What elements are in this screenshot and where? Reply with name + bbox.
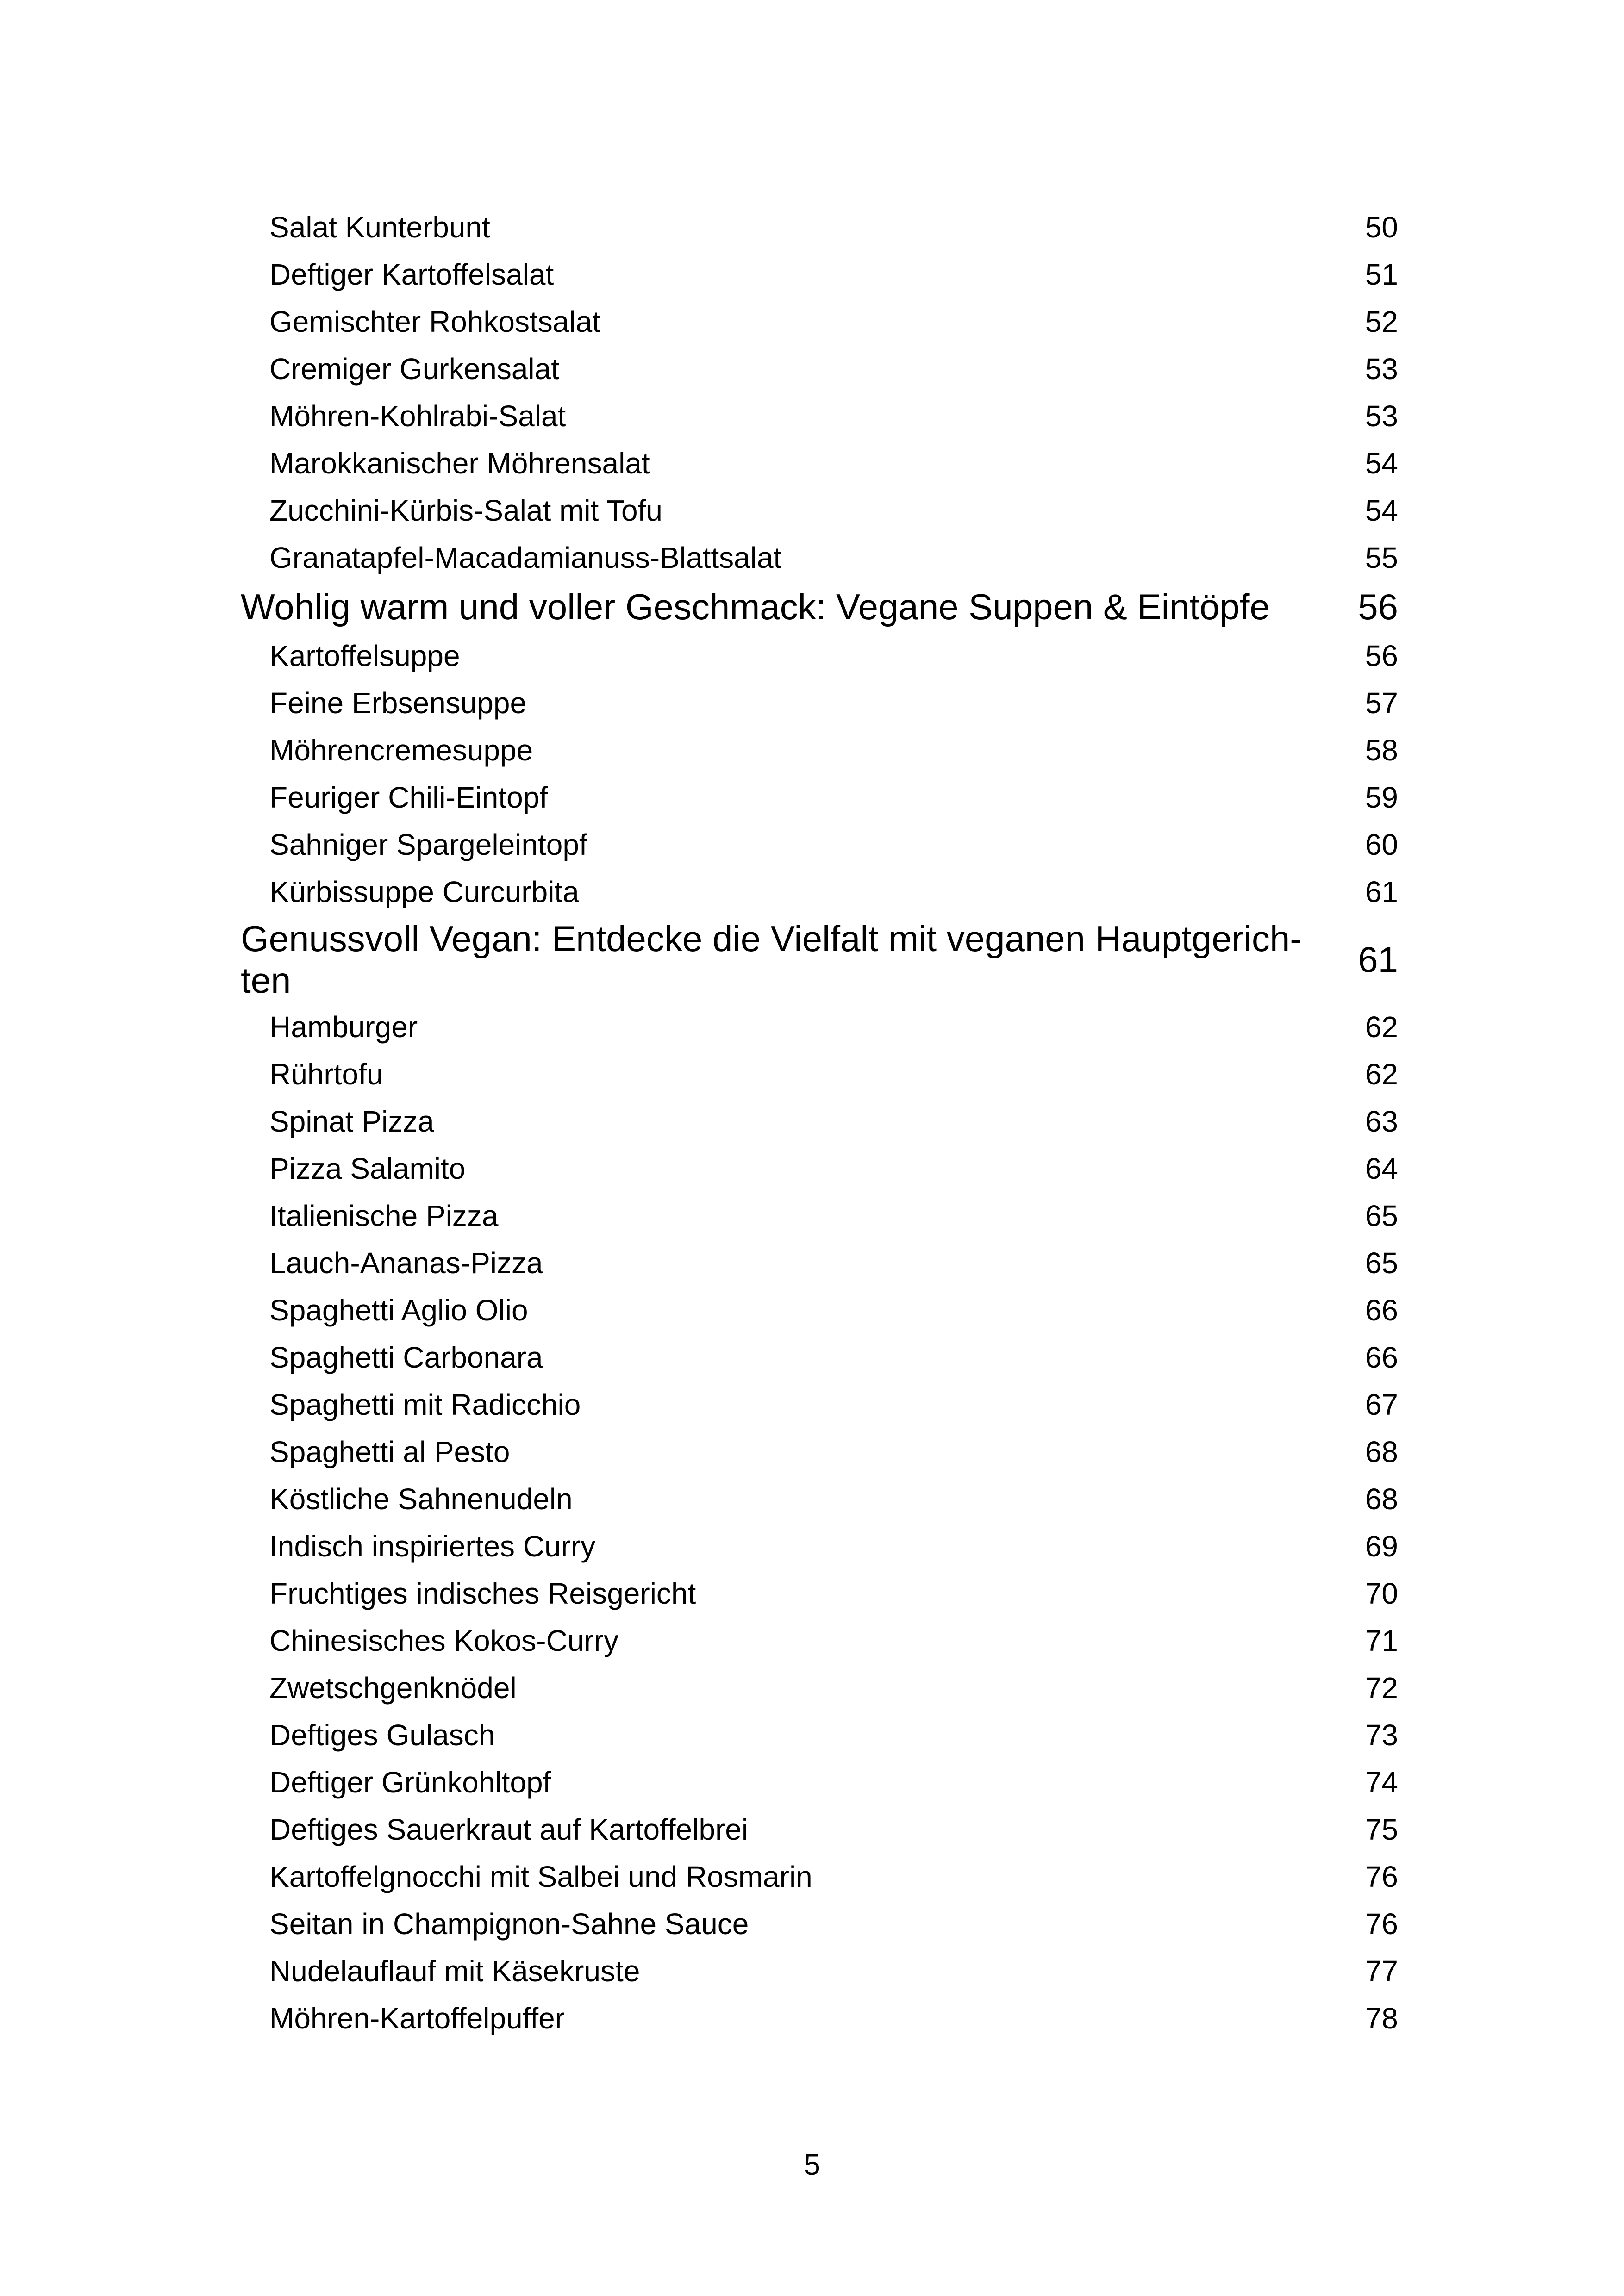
toc-entry-page: 54 [1365, 447, 1398, 480]
toc-entry-page: 61 [1358, 939, 1398, 980]
toc-entry[interactable] [241, 1617, 1398, 1664]
toc-entry-page: 78 [1365, 2002, 1398, 2035]
toc-entry[interactable] [241, 1475, 1398, 1523]
toc-entry[interactable] [241, 679, 1398, 727]
toc-entry[interactable] [241, 1853, 1398, 1900]
toc-entry-title: Spaghetti Aglio Olio [269, 1294, 528, 1327]
toc-entry-page: 76 [1365, 1860, 1398, 1893]
toc-entry-title: Italienische Pizza [269, 1199, 499, 1232]
toc-entry-page: 50 [1365, 211, 1398, 244]
toc-entry-page: 53 [1365, 399, 1398, 433]
toc-entry-title: Deftiges Sauerkraut auf Kartoffelbrei [269, 1813, 749, 1846]
toc-entry-title: Spaghetti Carbonara [269, 1341, 543, 1374]
toc-entry[interactable] [241, 1570, 1398, 1617]
toc-entry[interactable] [241, 727, 1398, 774]
toc-entry[interactable] [241, 868, 1398, 915]
toc-entry-page: 54 [1365, 494, 1398, 527]
toc-entry-page: 52 [1365, 305, 1398, 338]
toc-entry[interactable] [241, 1098, 1398, 1145]
toc-chapter-entry[interactable] [241, 915, 1398, 1003]
toc-entry-title: Möhrencremesuppe [269, 734, 533, 767]
toc-entry-title: Spaghetti mit Radicchio [269, 1388, 581, 1421]
toc-entry-page: 51 [1365, 258, 1398, 291]
toc-entry-page: 62 [1365, 1010, 1398, 1044]
toc-entry-page: 74 [1365, 1766, 1398, 1799]
toc-entry-title: Granatapfel-Macadamianuss-Blattsalat [269, 541, 782, 574]
toc-entry[interactable] [241, 534, 1398, 581]
toc-entry-page: 60 [1365, 828, 1398, 861]
toc-entry-title: Kartoffelsuppe [269, 639, 460, 672]
toc-entry[interactable] [241, 1428, 1398, 1475]
toc-entry[interactable] [241, 251, 1398, 298]
toc-entry-title: Indisch inspiriertes Curry [269, 1530, 596, 1563]
toc-entry-page: 65 [1365, 1246, 1398, 1280]
toc-entry-title [241, 918, 1319, 1001]
toc-entry-title: Wohlig warm und voller Geschmack: Vegane Suppen & Eintöpfe [241, 586, 1270, 627]
page-number: 5 [804, 2148, 820, 2181]
toc-entry[interactable] [241, 440, 1398, 487]
toc-entry-title: Deftiges Gulasch [269, 1718, 495, 1752]
toc-entry[interactable] [241, 1239, 1398, 1287]
toc-entry-page: 72 [1365, 1671, 1398, 1705]
toc-entry-title: Cremiger Gurkensalat [269, 352, 559, 386]
toc-entry-page: 57 [1365, 686, 1398, 720]
toc-entry-title: Rührtofu [269, 1058, 383, 1091]
toc-entry-page: 77 [1365, 1954, 1398, 1988]
toc-entry-page: 68 [1365, 1482, 1398, 1516]
toc-entry[interactable] [241, 487, 1398, 534]
toc-entry-title: Pizza Salamito [269, 1152, 466, 1185]
toc-entry-title: Kartoffelgnocchi mit Salbei und Rosmarin [269, 1860, 812, 1893]
toc-entry-title: Nudelauflauf mit Käsekruste [269, 1954, 640, 1988]
toc-entry[interactable] [241, 1051, 1398, 1098]
toc-entry-page: 69 [1365, 1530, 1398, 1563]
toc-chapter-entry[interactable] [241, 581, 1398, 632]
toc-entry-page: 71 [1365, 1624, 1398, 1657]
toc-entry[interactable] [241, 1003, 1398, 1051]
toc-entry-title: Kürbissuppe Curcurbita [269, 875, 579, 908]
toc-entry-title: Möhren-Kohlrabi-Salat [269, 399, 566, 433]
toc-entry-page: 70 [1365, 1577, 1398, 1610]
toc-entry[interactable] [241, 632, 1398, 679]
toc-entry-page: 56 [1358, 586, 1398, 627]
toc-entry[interactable] [241, 204, 1398, 251]
toc-entry-title: Fruchtiges indisches Reisgericht [269, 1577, 696, 1610]
toc-entry-page: 66 [1365, 1294, 1398, 1327]
toc-entry-page: 55 [1365, 541, 1398, 574]
toc-entry-title: Zucchini-Kürbis-Salat mit Tofu [269, 494, 662, 527]
toc-entry-page: 63 [1365, 1105, 1398, 1138]
toc-entry[interactable] [241, 298, 1398, 345]
toc-entry-title-line: Genussvoll Vegan: Entdecke die Vielfalt mit veganen Hauptgerich- [241, 918, 1302, 959]
toc-entry-page: 65 [1365, 1199, 1398, 1232]
toc-entry-title: Hamburger [269, 1010, 418, 1044]
toc-entry-title: Köstliche Sahnenudeln [269, 1482, 573, 1516]
toc-entry[interactable] [241, 1900, 1398, 1948]
toc-entry[interactable] [241, 1948, 1398, 1995]
toc-entry[interactable] [241, 1995, 1398, 2042]
toc-entry[interactable] [241, 1523, 1398, 1570]
toc-entry-title: Sahniger Spargeleintopf [269, 828, 587, 861]
toc-entry-page: 67 [1365, 1388, 1398, 1421]
toc-entry[interactable] [241, 1145, 1398, 1192]
toc-entry[interactable] [241, 1381, 1398, 1428]
toc-entry-title: Spaghetti al Pesto [269, 1435, 510, 1468]
toc-entry[interactable] [241, 1759, 1398, 1806]
toc-entry[interactable] [241, 345, 1398, 392]
toc-entry[interactable] [241, 1664, 1398, 1711]
toc-entry-title: Deftiger Grünkohltopf [269, 1766, 551, 1799]
toc-entry-title-line: ten [241, 960, 291, 1001]
toc-entry[interactable] [241, 1334, 1398, 1381]
toc-entry-page: 61 [1365, 875, 1398, 908]
toc-entry-title: Chinesisches Kokos-Curry [269, 1624, 619, 1657]
toc-entry-title: Salat Kunterbunt [269, 211, 490, 244]
toc-entry[interactable] [241, 1287, 1398, 1334]
toc-entry-page: 58 [1365, 734, 1398, 767]
toc-entry-page: 64 [1365, 1152, 1398, 1185]
toc-entry[interactable] [241, 774, 1398, 821]
toc-entry-page: 56 [1365, 639, 1398, 672]
toc-entry-title: Feuriger Chili-Eintopf [269, 781, 548, 814]
toc-entry-page: 76 [1365, 1907, 1398, 1941]
toc-entry-title: Deftiger Kartoffelsalat [269, 258, 554, 291]
toc-entry[interactable] [241, 1806, 1398, 1853]
toc-entry-title: Feine Erbsensuppe [269, 686, 527, 720]
toc-entry-page: 75 [1365, 1813, 1398, 1846]
toc-entry-title: Zwetschgenknödel [269, 1671, 517, 1705]
toc-entry-title: Lauch-Ananas-Pizza [269, 1246, 543, 1280]
toc-entry-page: 59 [1365, 781, 1398, 814]
toc-entry[interactable] [241, 1192, 1398, 1239]
table-of-contents [241, 0, 1398, 2296]
toc-entry[interactable] [241, 821, 1398, 868]
toc-entry-title: Seitan in Champignon-Sahne Sauce [269, 1907, 749, 1941]
toc-entry-page: 62 [1365, 1058, 1398, 1091]
toc-entry-page: 66 [1365, 1341, 1398, 1374]
toc-entry-title: Marokkanischer Möhrensalat [269, 447, 650, 480]
toc-entry[interactable] [241, 1711, 1398, 1759]
toc-entry-title: Spinat Pizza [269, 1105, 434, 1138]
toc-entry-page: 73 [1365, 1718, 1398, 1752]
toc-entry-page: 68 [1365, 1435, 1398, 1468]
toc-entry-page: 53 [1365, 352, 1398, 386]
toc-entry-title: Möhren-Kartoffelpuffer [269, 2002, 565, 2035]
toc-entry-title: Gemischter Rohkostsalat [269, 305, 600, 338]
toc-entry[interactable] [241, 392, 1398, 440]
